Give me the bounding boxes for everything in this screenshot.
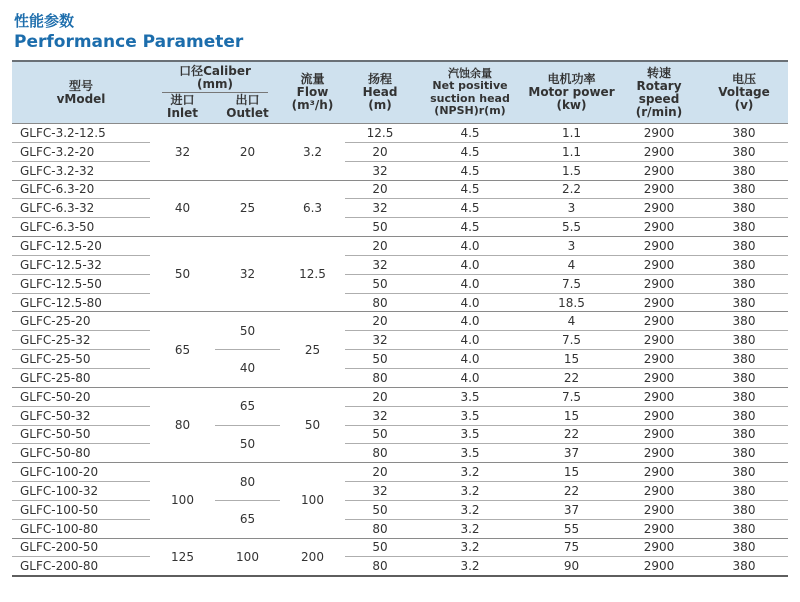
- table-row: [12, 463, 788, 482]
- rotary-speed-cell: 2900: [618, 538, 700, 557]
- outlet-cell: 65: [215, 500, 280, 538]
- inlet-cell: 40: [150, 180, 215, 237]
- flow-cell: 25: [280, 312, 345, 387]
- voltage-cell: 380: [700, 218, 788, 237]
- table-row: [12, 237, 788, 256]
- voltage-cell: 380: [700, 124, 788, 143]
- table-row: [12, 500, 788, 519]
- voltage-cell: 380: [700, 463, 788, 482]
- rotary-speed-cell: 2900: [618, 124, 700, 143]
- rotary-speed-cell: 2900: [618, 482, 700, 501]
- model-cell: GLFC-3.2-32: [12, 161, 150, 180]
- table-row: [12, 274, 788, 293]
- motor-power-cell: 18.5: [525, 293, 618, 312]
- outlet-cell: 50: [215, 312, 280, 350]
- motor-power-cell: 15: [525, 350, 618, 369]
- head-cell: 32: [345, 161, 415, 180]
- voltage-cell: 380: [700, 482, 788, 501]
- head-cell: 20: [345, 180, 415, 199]
- voltage-cell: 380: [700, 237, 788, 256]
- npsh-cell: 4.5: [415, 180, 525, 199]
- outlet-cell: 100: [215, 538, 280, 576]
- rotary-speed-cell: 2900: [618, 331, 700, 350]
- motor-power-cell: 55: [525, 519, 618, 538]
- motor-power-cell: 5.5: [525, 218, 618, 237]
- rotary-speed-cell: 2900: [618, 180, 700, 199]
- model-cell: GLFC-6.3-32: [12, 199, 150, 218]
- head-cell: 80: [345, 557, 415, 576]
- rotary-speed-cell: 2900: [618, 463, 700, 482]
- table-header: [12, 61, 788, 124]
- model-cell: GLFC-12.5-80: [12, 293, 150, 312]
- head-cell: 32: [345, 482, 415, 501]
- page-titles: [0, 0, 800, 53]
- header-head: 扬程 Head (m): [345, 61, 415, 124]
- rotary-speed-cell: 2900: [618, 557, 700, 576]
- inlet-cell: 100: [150, 463, 215, 538]
- npsh-cell: 4.5: [415, 124, 525, 143]
- flow-cell: 12.5: [280, 237, 345, 312]
- inlet-cell: 65: [150, 312, 215, 387]
- npsh-cell: 4.5: [415, 199, 525, 218]
- head-cell: 20: [345, 237, 415, 256]
- outlet-cell: 40: [215, 350, 280, 388]
- model-cell: GLFC-6.3-20: [12, 180, 150, 199]
- voltage-cell: 380: [700, 500, 788, 519]
- header-rotary-speed: 转速 Rotary speed (r/min): [618, 61, 700, 124]
- motor-power-cell: 7.5: [525, 274, 618, 293]
- model-cell: GLFC-50-80: [12, 444, 150, 463]
- npsh-cell: 3.5: [415, 444, 525, 463]
- model-cell: GLFC-25-50: [12, 350, 150, 369]
- npsh-cell: 3.2: [415, 557, 525, 576]
- performance-table: [12, 60, 788, 577]
- rotary-speed-cell: 2900: [618, 406, 700, 425]
- rotary-speed-cell: 2900: [618, 218, 700, 237]
- npsh-cell: 4.5: [415, 161, 525, 180]
- header-outlet: 出口 Outlet: [226, 93, 269, 120]
- outlet-cell: 20: [215, 124, 280, 181]
- npsh-cell: 3.5: [415, 387, 525, 406]
- rotary-speed-cell: 2900: [618, 293, 700, 312]
- outlet-cell: 65: [215, 387, 280, 425]
- head-cell: 32: [345, 406, 415, 425]
- voltage-cell: 380: [700, 199, 788, 218]
- head-cell: 20: [345, 312, 415, 331]
- voltage-cell: 380: [700, 350, 788, 369]
- voltage-cell: 380: [700, 368, 788, 387]
- head-cell: 50: [345, 500, 415, 519]
- rotary-speed-cell: 2900: [618, 199, 700, 218]
- table-row: [12, 218, 788, 237]
- motor-power-cell: 15: [525, 406, 618, 425]
- head-cell: 80: [345, 519, 415, 538]
- voltage-cell: 380: [700, 180, 788, 199]
- npsh-cell: 3.2: [415, 482, 525, 501]
- voltage-cell: 380: [700, 331, 788, 350]
- npsh-cell: 3.2: [415, 538, 525, 557]
- voltage-cell: 380: [700, 387, 788, 406]
- flow-cell: 3.2: [280, 124, 345, 181]
- voltage-cell: 380: [700, 255, 788, 274]
- npsh-cell: 3.5: [415, 425, 525, 444]
- head-cell: 32: [345, 199, 415, 218]
- voltage-cell: 380: [700, 519, 788, 538]
- head-cell: 50: [345, 538, 415, 557]
- outlet-cell: 50: [215, 425, 280, 463]
- model-cell: GLFC-200-80: [12, 557, 150, 576]
- head-cell: 50: [345, 218, 415, 237]
- npsh-cell: 3.2: [415, 519, 525, 538]
- motor-power-cell: 75: [525, 538, 618, 557]
- motor-power-cell: 2.2: [525, 180, 618, 199]
- npsh-cell: 4.0: [415, 237, 525, 256]
- model-cell: GLFC-100-80: [12, 519, 150, 538]
- head-cell: 80: [345, 293, 415, 312]
- motor-power-cell: 37: [525, 444, 618, 463]
- inlet-cell: 80: [150, 387, 215, 462]
- model-cell: GLFC-50-20: [12, 387, 150, 406]
- motor-power-cell: 4: [525, 255, 618, 274]
- header-flow: 流量 Flow (m³/h): [280, 61, 345, 124]
- rotary-speed-cell: 2900: [618, 444, 700, 463]
- head-cell: 80: [345, 368, 415, 387]
- motor-power-cell: 1.5: [525, 161, 618, 180]
- head-cell: 20: [345, 142, 415, 161]
- npsh-cell: 4.5: [415, 142, 525, 161]
- table-row: [12, 368, 788, 387]
- rotary-speed-cell: 2900: [618, 425, 700, 444]
- voltage-cell: 380: [700, 274, 788, 293]
- npsh-cell: 4.0: [415, 293, 525, 312]
- model-cell: GLFC-3.2-20: [12, 142, 150, 161]
- model-cell: GLFC-100-50: [12, 500, 150, 519]
- motor-power-cell: 1.1: [525, 124, 618, 143]
- outlet-cell: 32: [215, 237, 280, 312]
- table-row: [12, 387, 788, 406]
- table-row: [12, 142, 788, 161]
- header-model: 型号 vModel: [12, 61, 150, 124]
- flow-cell: 200: [280, 538, 345, 576]
- table-row: [12, 180, 788, 199]
- rotary-speed-cell: 2900: [618, 161, 700, 180]
- model-cell: GLFC-50-50: [12, 425, 150, 444]
- flow-cell: 50: [280, 387, 345, 462]
- motor-power-cell: 37: [525, 500, 618, 519]
- voltage-cell: 380: [700, 444, 788, 463]
- npsh-cell: 4.0: [415, 350, 525, 369]
- outlet-cell: 80: [215, 463, 280, 501]
- motor-power-cell: 4: [525, 312, 618, 331]
- model-cell: GLFC-12.5-50: [12, 274, 150, 293]
- inlet-cell: 125: [150, 538, 215, 576]
- voltage-cell: 380: [700, 312, 788, 331]
- rotary-speed-cell: 2900: [618, 500, 700, 519]
- table-body: [12, 124, 788, 576]
- npsh-cell: 3.2: [415, 500, 525, 519]
- npsh-cell: 4.0: [415, 312, 525, 331]
- model-cell: GLFC-12.5-32: [12, 255, 150, 274]
- header-voltage: 电压 Voltage (v): [700, 61, 788, 124]
- table-row: [12, 444, 788, 463]
- rotary-speed-cell: 2900: [618, 255, 700, 274]
- rotary-speed-cell: 2900: [618, 312, 700, 331]
- motor-power-cell: 1.1: [525, 142, 618, 161]
- model-cell: GLFC-25-80: [12, 368, 150, 387]
- table-row: [12, 293, 788, 312]
- motor-power-cell: 3: [525, 199, 618, 218]
- head-cell: 50: [345, 274, 415, 293]
- header-motor-power: 电机功率 Motor power (kw): [525, 61, 618, 124]
- model-cell: GLFC-50-32: [12, 406, 150, 425]
- table-row: [12, 312, 788, 331]
- motor-power-cell: 22: [525, 425, 618, 444]
- model-cell: GLFC-25-20: [12, 312, 150, 331]
- model-cell: GLFC-25-32: [12, 331, 150, 350]
- head-cell: 32: [345, 255, 415, 274]
- header-caliber-group: 口径Caliber (mm) 进口 Inlet 出口 Outlet: [150, 61, 280, 124]
- voltage-cell: 380: [700, 538, 788, 557]
- head-cell: 50: [345, 425, 415, 444]
- voltage-cell: 380: [700, 142, 788, 161]
- motor-power-cell: 22: [525, 482, 618, 501]
- model-cell: GLFC-100-20: [12, 463, 150, 482]
- table-row: [12, 124, 788, 143]
- rotary-speed-cell: 2900: [618, 142, 700, 161]
- inlet-cell: 50: [150, 237, 215, 312]
- rotary-speed-cell: 2900: [618, 519, 700, 538]
- head-cell: 50: [345, 350, 415, 369]
- flow-cell: 6.3: [280, 180, 345, 237]
- head-cell: 12.5: [345, 124, 415, 143]
- table-row: [12, 255, 788, 274]
- head-cell: 20: [345, 463, 415, 482]
- table-row: [12, 161, 788, 180]
- voltage-cell: 380: [700, 293, 788, 312]
- table-row: [12, 519, 788, 538]
- motor-power-cell: 7.5: [525, 387, 618, 406]
- head-cell: 32: [345, 331, 415, 350]
- voltage-cell: 380: [700, 161, 788, 180]
- model-cell: GLFC-100-32: [12, 482, 150, 501]
- table-row: [12, 199, 788, 218]
- page-title-english: Performance Parameter: [14, 32, 244, 52]
- head-cell: 20: [345, 387, 415, 406]
- rotary-speed-cell: 2900: [618, 368, 700, 387]
- table-row: [12, 557, 788, 576]
- head-cell: 80: [345, 444, 415, 463]
- table-row: [12, 406, 788, 425]
- motor-power-cell: 22: [525, 368, 618, 387]
- table-row: [12, 350, 788, 369]
- motor-power-cell: 7.5: [525, 331, 618, 350]
- table-row: [12, 331, 788, 350]
- npsh-cell: 4.0: [415, 255, 525, 274]
- rotary-speed-cell: 2900: [618, 274, 700, 293]
- npsh-cell: 4.0: [415, 368, 525, 387]
- npsh-cell: 4.0: [415, 331, 525, 350]
- rotary-speed-cell: 2900: [618, 350, 700, 369]
- outlet-cell: 25: [215, 180, 280, 237]
- motor-power-cell: 15: [525, 463, 618, 482]
- header-npsh: 汽蚀余量 Net positive suction head (NPSH)r(m): [415, 61, 525, 124]
- rotary-speed-cell: 2900: [618, 387, 700, 406]
- flow-cell: 100: [280, 463, 345, 538]
- page-title-chinese: 性能参数: [14, 12, 75, 30]
- npsh-cell: 3.2: [415, 463, 525, 482]
- voltage-cell: 380: [700, 425, 788, 444]
- motor-power-cell: 3: [525, 237, 618, 256]
- table-row: [12, 482, 788, 501]
- npsh-cell: 4.5: [415, 218, 525, 237]
- voltage-cell: 380: [700, 406, 788, 425]
- model-cell: GLFC-200-50: [12, 538, 150, 557]
- header-inlet: 进口 Inlet: [167, 93, 198, 120]
- voltage-cell: 380: [700, 557, 788, 576]
- table-row: [12, 425, 788, 444]
- motor-power-cell: 90: [525, 557, 618, 576]
- model-cell: GLFC-6.3-50: [12, 218, 150, 237]
- model-cell: GLFC-12.5-20: [12, 237, 150, 256]
- rotary-speed-cell: 2900: [618, 237, 700, 256]
- npsh-cell: 3.5: [415, 406, 525, 425]
- table-row: [12, 538, 788, 557]
- model-cell: GLFC-3.2-12.5: [12, 124, 150, 143]
- npsh-cell: 4.0: [415, 274, 525, 293]
- inlet-cell: 32: [150, 124, 215, 181]
